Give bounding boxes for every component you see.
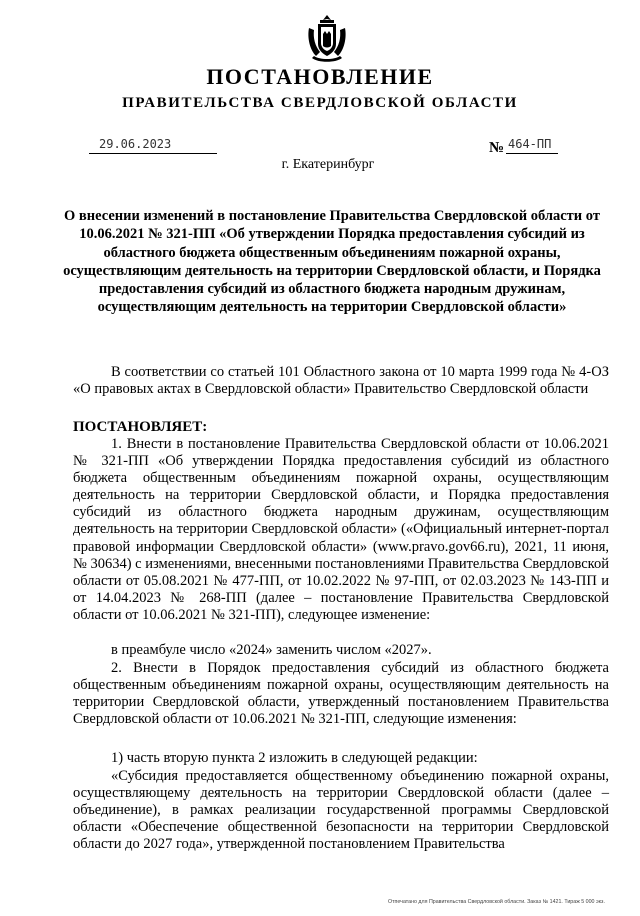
document-title: ПОСТАНОВЛЕНИЕ: [206, 64, 434, 89]
document-heading: О внесении изменений в постановление Правительства Свердловской области от 10.06.2021 № 321-ПП «Об утверждении Порядка предоставления субсидий из областного бюджета общественным объединениям пожарной охраны, осуществляющим деятельность на территории Свердловской области, и Порядка предоставления субсидий из областного бюджета народным дружинам, осуществляющим деятельность на территории Свердловской области»: [63, 208, 601, 316]
quoted-paragraph: «Субсидия предоставляется общественному объединению пожарной охраны, осуществляющему деятельность на территории Свердловской области (далее – объединение), в рамках реализации государственной программы Свердловской области «Обеспечение общественной безопасности на территории Свердловской области до 2027 года», утвержденной постановлением Правительства: [73, 768, 609, 853]
item-2-subparagraph: 1) часть вторую пункта 2 изложить в следующей редакции:: [111, 750, 478, 766]
document-subtitle: ПРАВИТЕЛЬСТВА СВЕРДЛОВСКОЙ ОБЛАСТИ: [122, 95, 518, 111]
number-sign: №: [489, 140, 505, 156]
print-footer: Отпечатано для Правительства Свердловской области. Заказ № 1421. Тираж 5 000 экз.: [388, 899, 605, 905]
coat-of-arms-icon: [306, 14, 348, 64]
document-city: г. Екатеринбург: [281, 157, 375, 172]
document-date: 29.06.2023: [89, 137, 217, 154]
item-1-subparagraph: в преамбуле число «2024» заменить числом «2027».: [111, 642, 432, 658]
item-1-paragraph: 1. Внести в постановление Правительства Свердловской области от 10.06.2021 № 321-ПП «Об утверждении Порядка предоставления субсидий из областного бюджета общественным объединениям пожарной охраны, осуществляющим деятельность на территории Свердловской области, и Порядка предоставления субсидий из областного бюджета народным дружинам, осуществляющим деятельность на территории Свердловской области» («Официальный интернет-портал правовой информации Свердловской области» (www.pravo.gov66.ru), 2021, 11 июня, № 30634) с изменениями, внесенными постановлениями Правительства Свердловской области от 05.08.2021 № 477-ПП, от 10.02.2022 № 97-ПП, от 02.03.2023 № 143-ПП и от 14.04.2023 № 268-ПП (далее – постановление Правительства Свердловской области от 10.06.2021 № 321-ПП), следующее изменение:: [73, 436, 609, 623]
document-number: 464-ПП: [506, 137, 558, 154]
preamble-paragraph: В соответствии со статьей 101 Областного закона от 10 марта 1999 года № 4-ОЗ «О правовых актах в Свердловской области» Правительство Свердловской области: [73, 364, 609, 398]
item-2-paragraph: 2. Внести в Порядок предоставления субсидий из областного бюджета общественным объединениям пожарной охраны, осуществляющим деятельность на территории Свердловской области, утвержденный постановлением Правительства Свердловской области от 10.06.2021 № 321-ПП, следующие изменения:: [73, 660, 609, 728]
postanovlyaet-label: ПОСТАНОВЛЯЕТ:: [73, 419, 208, 435]
